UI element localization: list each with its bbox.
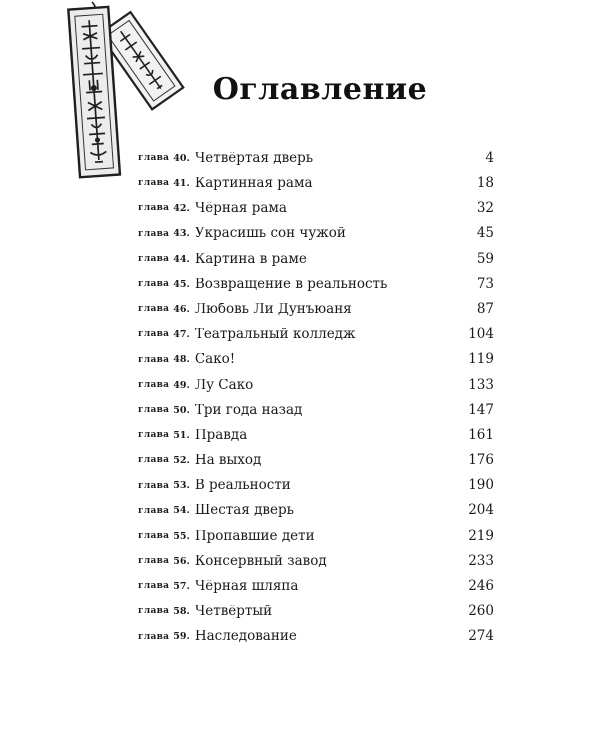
toc-row[interactable] xyxy=(138,549,494,574)
toc-row[interactable] xyxy=(138,222,494,247)
chapter-label: глава xyxy=(138,404,170,415)
chapter-number: 54. xyxy=(173,505,190,517)
chapter-page-number: 233 xyxy=(468,552,494,569)
chapter-page-number: 161 xyxy=(468,426,494,443)
chapter-page-number: 87 xyxy=(476,300,494,317)
toc-row[interactable] xyxy=(138,196,494,221)
chapter-title: Чёрная шляпа xyxy=(194,580,299,594)
chapter-title: На выход xyxy=(194,454,262,468)
chapter-number: 43. xyxy=(173,228,190,240)
chapter-number: 45. xyxy=(173,278,190,290)
chapter-label: глава xyxy=(138,556,170,567)
chapter-label: глава xyxy=(138,606,170,617)
chapter-page-number: 190 xyxy=(468,477,494,494)
toc-row[interactable] xyxy=(138,272,494,297)
chapter-label: глава xyxy=(138,329,170,340)
chapter-number: 53. xyxy=(173,480,190,492)
chapter-page-number: 45 xyxy=(476,225,494,242)
toc-row[interactable] xyxy=(138,348,494,373)
chapter-label: глава xyxy=(138,304,170,315)
chapter-title: Картинная рама xyxy=(194,177,313,191)
chapter-label: глава xyxy=(138,178,170,189)
toc-row[interactable] xyxy=(138,625,494,650)
chapter-number: 48. xyxy=(173,354,190,366)
chapter-number: 40. xyxy=(173,152,190,164)
toc-row[interactable] xyxy=(138,373,494,398)
chapter-label: глава xyxy=(138,153,170,164)
chapter-label: глава xyxy=(138,530,170,541)
chapter-page-number: 32 xyxy=(476,200,494,217)
toc-row[interactable] xyxy=(138,247,494,272)
chapter-label: глава xyxy=(138,455,170,466)
chapter-number: 50. xyxy=(173,404,190,416)
toc-row[interactable] xyxy=(138,322,494,347)
chapter-title: Сако! xyxy=(194,353,236,367)
toc-row[interactable] xyxy=(138,146,494,171)
chapter-number: 49. xyxy=(173,379,190,391)
chapter-number: 55. xyxy=(173,530,190,542)
chapter-number: 41. xyxy=(173,178,190,190)
chapter-label: глава xyxy=(138,379,170,390)
chapter-title: Украсишь сон чужой xyxy=(194,227,346,241)
chapter-number: 42. xyxy=(173,203,190,215)
chapter-title: Театральный колледж xyxy=(194,328,356,342)
chapter-page-number: 147 xyxy=(468,401,494,418)
chapter-page-number: 104 xyxy=(468,326,494,343)
chapter-label: глава xyxy=(138,631,170,642)
chapter-page-number: 59 xyxy=(476,250,494,267)
chapter-number: 52. xyxy=(173,455,190,467)
chapter-label: глава xyxy=(138,480,170,491)
chapter-number: 58. xyxy=(173,606,190,618)
chapter-page-number: 260 xyxy=(468,603,494,620)
chapter-label: глава xyxy=(138,581,170,592)
chapter-title: Шестая дверь xyxy=(194,504,294,518)
chapter-page-number: 219 xyxy=(468,527,494,544)
toc-row[interactable] xyxy=(138,448,494,473)
chapter-label: глава xyxy=(138,430,170,441)
chapter-title: Четвёртая дверь xyxy=(194,151,314,166)
chapter-page-number: 18 xyxy=(476,175,494,192)
chapter-title: Консервный завод xyxy=(194,554,327,569)
chapter-number: 51. xyxy=(173,429,190,441)
chapter-label: глава xyxy=(138,279,170,290)
chapter-title: Любовь Ли Дунъюаня xyxy=(194,302,352,317)
toc-row[interactable] xyxy=(138,171,494,196)
chapter-page-number: 204 xyxy=(468,502,494,519)
chapter-number: 56. xyxy=(173,555,190,567)
chapter-label: глава xyxy=(138,354,170,365)
chapter-title: Чёрная рама xyxy=(194,202,287,216)
chapter-number: 47. xyxy=(173,329,190,341)
toc-row[interactable] xyxy=(138,599,494,624)
toc-row[interactable] xyxy=(138,423,494,448)
toc-row[interactable] xyxy=(138,574,494,599)
chapter-page-number: 176 xyxy=(468,452,494,469)
chapter-title: Лу Сако xyxy=(194,378,254,393)
chapter-number: 44. xyxy=(173,253,190,265)
chapter-title: Картина в раме xyxy=(194,252,307,267)
chapter-number: 59. xyxy=(173,631,190,643)
toc-row[interactable] xyxy=(138,473,494,498)
chapter-label: глава xyxy=(138,228,170,239)
chapter-title: Правда xyxy=(194,428,248,443)
chapter-page-number: 73 xyxy=(476,275,494,292)
chapter-title: Три года назад xyxy=(194,403,303,418)
chapter-number: 57. xyxy=(173,581,190,593)
chapter-label: глава xyxy=(138,253,170,264)
chapter-number: 46. xyxy=(173,303,190,315)
chapter-title: Пропавшие дети xyxy=(194,529,315,544)
chapter-page-number: 133 xyxy=(468,376,494,393)
toc-row[interactable] xyxy=(138,398,494,423)
chapter-label: глава xyxy=(138,505,170,516)
chapter-label: глава xyxy=(138,203,170,214)
table-of-contents xyxy=(138,146,494,650)
chapter-page-number: 274 xyxy=(468,628,494,645)
chapter-page-number: 119 xyxy=(468,351,494,368)
chapter-title: Четвёртый xyxy=(194,605,273,619)
chapter-title: Наследование xyxy=(194,630,297,644)
chapter-title: В реальности xyxy=(194,479,291,493)
toc-row[interactable] xyxy=(138,297,494,322)
toc-row[interactable] xyxy=(138,524,494,549)
page-title: Оглавление xyxy=(212,72,428,107)
chapter-page-number: 4 xyxy=(485,149,494,166)
chapter-page-number: 246 xyxy=(468,578,494,595)
chapter-title: Возвращение в реальность xyxy=(194,277,388,292)
toc-row[interactable] xyxy=(138,499,494,524)
